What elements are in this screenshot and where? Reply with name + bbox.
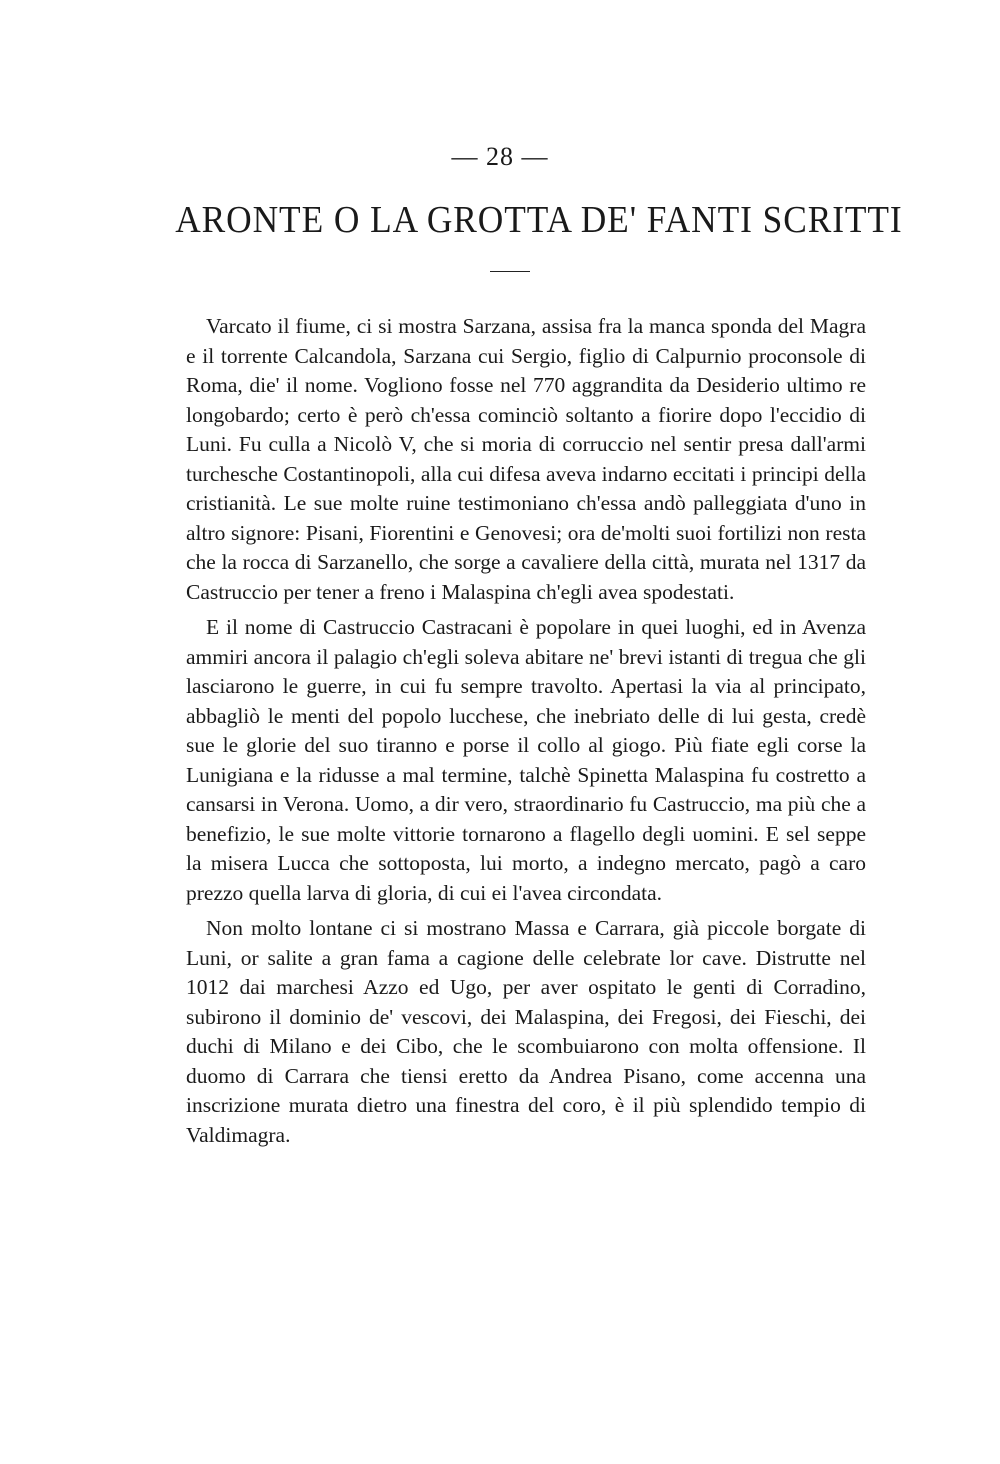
paragraph: E il nome di Castruccio Castracani è popolare in quei luoghi, ed in Avenza ammiri ancora il palagio ch'egli soleva abitare ne' brevi istanti di tregua che gli lasciarono le guerre, in cui fu sempre travolto. Apertasi la via al principato, abbagliò le menti del popolo lucchese, che inebriato delle di lui gesta, credè sue le glorie del suo tiranno e porse il collo al giogo. Più fiate egli corse la Lunigiana e la ridusse a mal termine, talchè Spinetta Malaspina fu costretto a cansarsi in Verona. Uomo, a dir vero, straordinario fu Castruccio, ma più che a benefizio, le sue molte vittorie tornarono a flagello degli uomini. E sel seppe la misera Lucca che sottoposta, lui morto, a indegno mercato, pagò a caro prezzo quella larva di gloria, di cui ei l'avea circondata.: [186, 615, 866, 905]
paragraph: Varcato il fiume, ci si mostra Sarzana, assisa fra la manca sponda del Magra e il torrente Calcandola, Sarzana cui Sergio, figlio di Calpurnio proconsole di Roma, die' il nome. Vogliono fosse nel 770 aggrandita da Desiderio ultimo re longobardo; certo è però ch'essa cominciò soltanto a fiorire dopo l'eccidio di Luni. Fu culla a Nicolò V, che si moria di corruccio nel sentir presa dall'armi turchesche Costantinopoli, alla cui difesa aveva indarno eccitati i principi della cristianità. Le sue molte ruine testimoniano ch'essa andò palleggiata d'uno in altro signore: Pisani, Fiorentini e Genovesi; ora de'molti suoi fortilizi non resta che la rocca di Sarzanello, che sorge a cavaliere della città, murata nel 1317 da Castruccio per tener a freno i Malaspina ch'egli avea spodestati.: [186, 314, 866, 604]
title-divider: [490, 271, 530, 272]
paragraph: Non molto lontane ci si mostrano Massa e Carrara, già piccole borgate di Luni, or salite a gran fama a cagione delle celebrate lor cave. Distrutte nel 1012 dai marchesi Azzo ed Ugo, per aver ospitato le genti di Corradino, subirono il dominio de' vescovi, dei Malaspina, dei Fregosi, dei Fieschi, dei duchi di Milano e dei Cibo, che le scombuiarono con molta offensione. Il duomo di Carrara che tiensi eretto da Andrea Pisano, come accenna una inscrizione murata dietro una finestra del coro, è il più splendido tempio di Valdimagra.: [186, 916, 866, 1147]
chapter-title: ARONTE O LA GROTTA DE' FANTI SCRITTI: [175, 199, 903, 241]
page-number: — 28 —: [451, 142, 549, 171]
body-text: [186, 312, 866, 1150]
